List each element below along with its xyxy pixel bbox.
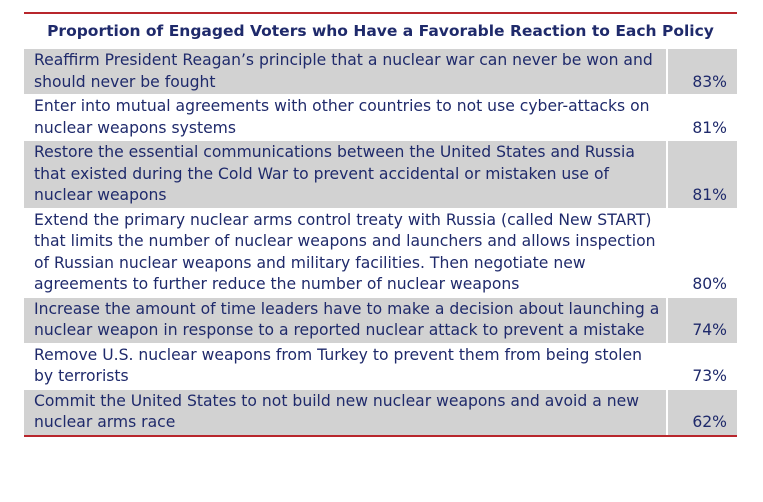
table-body <box>24 49 737 435</box>
policy-table <box>24 12 737 437</box>
policy-text: Remove U.S. nuclear weapons from Turkey to prevent them from being stolen by terrorists <box>34 345 642 385</box>
table-row <box>24 140 737 208</box>
table-row <box>24 208 737 297</box>
policy-text: Restore the essential communications between the United States and Russia that existed during the Cold War to prevent accidental or mistaken use of nuclear weapons <box>24 141 666 208</box>
table-row <box>24 389 737 435</box>
favorable-percent: 74% <box>668 298 737 343</box>
favorable-percent: 81% <box>692 118 727 137</box>
table-row <box>24 49 737 94</box>
table-row <box>24 343 737 389</box>
favorable-percent: 83% <box>668 49 737 94</box>
table-row <box>24 297 737 343</box>
favorable-percent: 80% <box>692 275 727 293</box>
table-bottom-rule <box>24 435 737 437</box>
policy-text: Enter into mutual agreements with other countries to not use cyber-attacks on nuclear weapons systems <box>34 97 650 137</box>
favorable-percent: 81% <box>668 141 737 208</box>
policy-text: Commit the United States to not build new nuclear weapons and avoid a new nuclear arms race <box>24 390 666 435</box>
table-row <box>24 94 737 140</box>
favorable-percent: 73% <box>692 367 727 385</box>
table-title: Proportion of Engaged Voters who Have a Favorable Reaction to Each Policy <box>47 22 714 40</box>
policy-text: Reaffirm President Reagan’s principle that a nuclear war can never be won and should never be fought <box>24 49 666 94</box>
policy-text: Extend the primary nuclear arms control treaty with Russia (called New START) that limits the number of nuclear weapons and launchers and allows inspection of Russian nuclear weapons and military facilities. Then negotiate new agreements to further reduce the number of nuclear weapons <box>34 210 656 293</box>
favorable-percent: 62% <box>668 390 737 435</box>
policy-text: Increase the amount of time leaders have to make a decision about launching a nuclear weapon in response to a reported nuclear attack to prevent a mistake <box>24 298 666 343</box>
